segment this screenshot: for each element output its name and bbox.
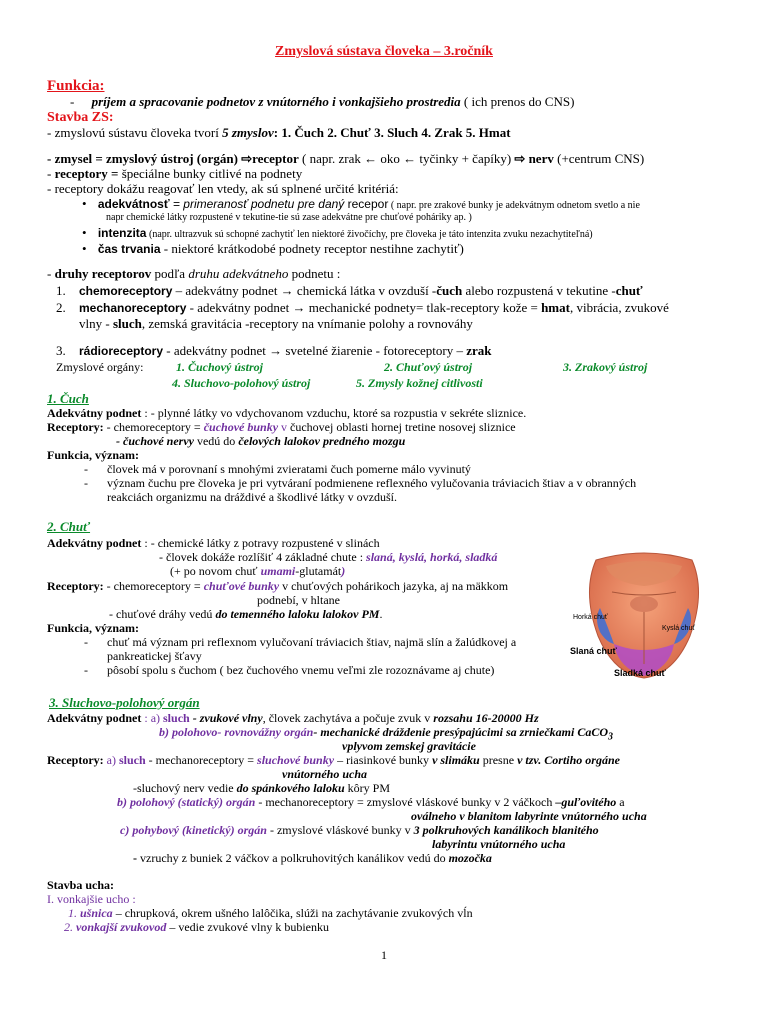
sluch-heading: 3. Sluchovo-polohový orgán [49,695,200,710]
organy-label: Zmyslové orgány: [56,360,144,374]
cuch-funkcia-1: - človek má v porovnaní s mnohými zvieratami čuch pomerne málo vyvinutý [84,462,471,476]
druhy-heading: - druhy receptorov podľa druhu adekvátneho podnetu : [47,266,341,281]
sluch-polohovy-organ: b) polohový (statický) orgán - mechanoreceptory = zmyslové vláskové bunky v 2 váčkoch –guľovitého a [117,795,625,809]
arrow-right-icon: ⇨ [241,151,253,166]
zmysel-line: - zmysel = zmyslový ústroj (orgán) ⇨receptor ( napr. zrak ← oko ← tyčinky + čapíky) ⇨ nerv (+centrum CNS) [47,151,645,166]
druh-radioreceptory: 3. rádioreceptory - adekvátny podnet → svetelné žiarenie - fotoreceptory – zrak [56,343,492,358]
chut-funkcia-2: - pôsobí spolu s čuchom ( bez čuchového vnemu veľmi zle rozoznávame aj chute) [84,663,495,677]
chut-receptory-cont: podnebí, v hltane [257,593,340,607]
sluch-nerv: -sluchový nerv vedie do spánkového laloku kôry PM [133,781,390,795]
kriterium-intenzita: • intenzita (napr. ultrazvuk sú schopné zachytiť len niektoré živočíchy, pre človeka je táto intenzita zvuku nezachytiteľná) [82,225,593,240]
kriteria-intro: - receptory dokážu reagovať len vtedy, ak sú splnené určité kritériá: [47,181,399,196]
sluch-podnet: Adekvátny podnet : a) sluch - zvukové vlny, človek zachytáva a počuje zvuk v rozsahu 16-20000 Hz [47,711,539,725]
chut-zakladne-chute: - človek dokáže rozlíšiť 4 základné chute : slaná, kyslá, horká, sladká [159,550,498,564]
cuch-funkcia-label: Funkcia, význam: [47,448,140,462]
arrow-right-icon: ⇨ [514,151,526,166]
label-horka-chut: Horká chuť [573,614,608,621]
page-number: 1 [381,948,387,962]
organ-zrak: 3. Zrakový ústroj [563,360,648,374]
ucho-heading: Stavba ucha: [47,878,115,892]
sluch-vnutorne-ucho: vnútorného ucha [282,767,368,781]
bullet-icon: • [82,241,87,256]
cuch-nervy: - čuchové nervy vedú do čelových lalokov predného mozgu [116,434,406,448]
sluch-labyrint: labyrintu vnútorného ucha [432,837,566,851]
sluch-receptory: Receptory: a) sluch - mechanoreceptory = sluchové bunky – riasinkové bunky v slimáku presne v tzv. Cortiho orgáne [47,753,620,767]
druh-mechanoreceptory-cont: vlny - sluch, zemská gravitácia -receptory na vnímanie polohy a rovnováhy [79,316,473,331]
organ-cuch: 1. Čuchový ústroj [176,360,264,374]
organ-chut: 2. Chuťový ústroj [384,360,473,374]
chut-funkcia-label: Funkcia, význam: [47,621,140,635]
vonkajsie-ucho: I. vonkajšie ucho : [47,892,136,906]
label-kysla-chut: Kyslá chuť [662,625,695,632]
chut-podnet: Adekvátny podnet : - chemické látky z potravy rozpustené v slinách [47,536,380,550]
druh-chemoreceptory: 1. chemoreceptory – adekvátny podnet → chemická látka v ovzduší -čuch alebo rozpustená v tekutine -chuť [56,283,643,298]
sluch-vzruchy: - vzruchy z buniek 2 váčkov a polkruhovitých kanálikov vedú do mozočka [133,851,492,865]
ucho-item-usnica: 1. ušnica – chrupková, okrem ušného lalôčika, slúži na zachytávanie zvukových vĺn [68,906,473,920]
chut-funkcia-1-cont: pankreatickej šťavy [107,649,202,663]
sluch-ovalny: oválneho v blanitom labyrinte vnútorného ucha [411,809,647,823]
page-title: Zmyslová sústava človeka – 3.ročník [275,44,493,59]
cuch-receptory: Receptory: - chemoreceptory = čuchové bunky v čuchovej oblasti hornej tretine nosovej sliznice [47,420,516,434]
sluch-polohovy-podnet: b) polohovo- rovnovážny orgán- mechanické dráždenie presýpajúcimi sa zrniečkami CaCO$_3$ [159,725,613,743]
chut-drahy: - chuťové dráhy vedú do temenného laloku lalokov PM. [109,607,383,621]
chut-funkcia-1: - chuť má význam pri reflexnom vylučovaní tráviacich štiav, najmä slín a žalúdkovej a [84,635,517,649]
label-slana-chut: Slaná chuť [570,646,617,656]
stavba-line: - zmyslovú sústavu človeka tvorí 5 zmyslov: 1. Čuch 2. Chuť 3. Sluch 4. Zrak 5. Hmat [47,125,511,140]
kriterium-adekvatnost: • adekvátnosť = primeranosť podnetu pre daný recepor ( napr. pre zrakové bunky je adekvátnym odnetom svetlo a nie [82,196,640,211]
cuch-funkcia-2: - význam čuchu pre človeka je pri vytváraní podmienene reflexného vylučovania tráviacich štiav a v obranných [84,476,637,490]
kriterium-adekvatnost-cont: napr chemické látky rozpustené v tekutine-tie sú zase adekvátne pre chuťové poháriky ap. ) [106,212,472,223]
ucho-item-zvukovod: 2. vonkajší zvukovod – vedie zvukové vlny k bubienku [64,920,329,934]
label-sladka-chut: Sladká chuť [614,668,666,678]
organ-koza: 5. Zmysly kožnej citlivosti [356,376,483,390]
funkcia-line: - príjem a spracovanie podnetov z vnútorného i vonkajšieho prostredia ( ich prenos do CNS) [70,94,575,109]
druh-mechanoreceptory: 2. mechanoreceptory - adekvátny podnet → mechanické podnety= tlak-receptory kože = hmat, vibrácia, zvukové [56,300,669,315]
chut-umami: (+ po novom chuť umami-glutamát) [170,564,346,578]
sluch-gravitacia: vplyvom zemskej gravitácie [342,739,476,753]
tongue-figure [566,552,722,682]
stavba-heading: Stavba ZS: [47,110,114,125]
kriterium-cas: • čas trvania - niektoré krátkodobé podnety receptor nestihne zachytiť) [82,241,464,256]
chut-heading: 2. Chuť [47,519,91,534]
receptory-line: - receptory = špeciálne bunky citlivé na podnety [47,166,303,181]
organ-sluch: 4. Sluchovo-polohový ústroj [172,376,311,390]
chut-receptory: Receptory: - chemoreceptory = chuťové bunky v chuťových pohárikoch jazyka, aj na mäkkom [47,579,509,593]
cuch-heading: 1. Čuch [47,391,89,406]
cuch-funkcia-3: reakciách organizmu na dráždivé a škodlivé látky v ovzduší. [107,490,398,504]
funkcia-heading: Funkcia: [47,78,105,94]
bullet-icon: • [82,196,87,211]
sluch-pohybovy-organ: c) pohybový (kinetický) orgán - zmyslové vláskové bunky v 3 polkruhových kanálikoch blanitého [120,823,599,837]
bullet-icon: • [82,225,87,240]
cuch-podnet: Adekvátny podnet : - plynné látky vo vdychovanom vzduchu, ktoré sa rozpustia v sekréte sliznice. [47,406,527,420]
